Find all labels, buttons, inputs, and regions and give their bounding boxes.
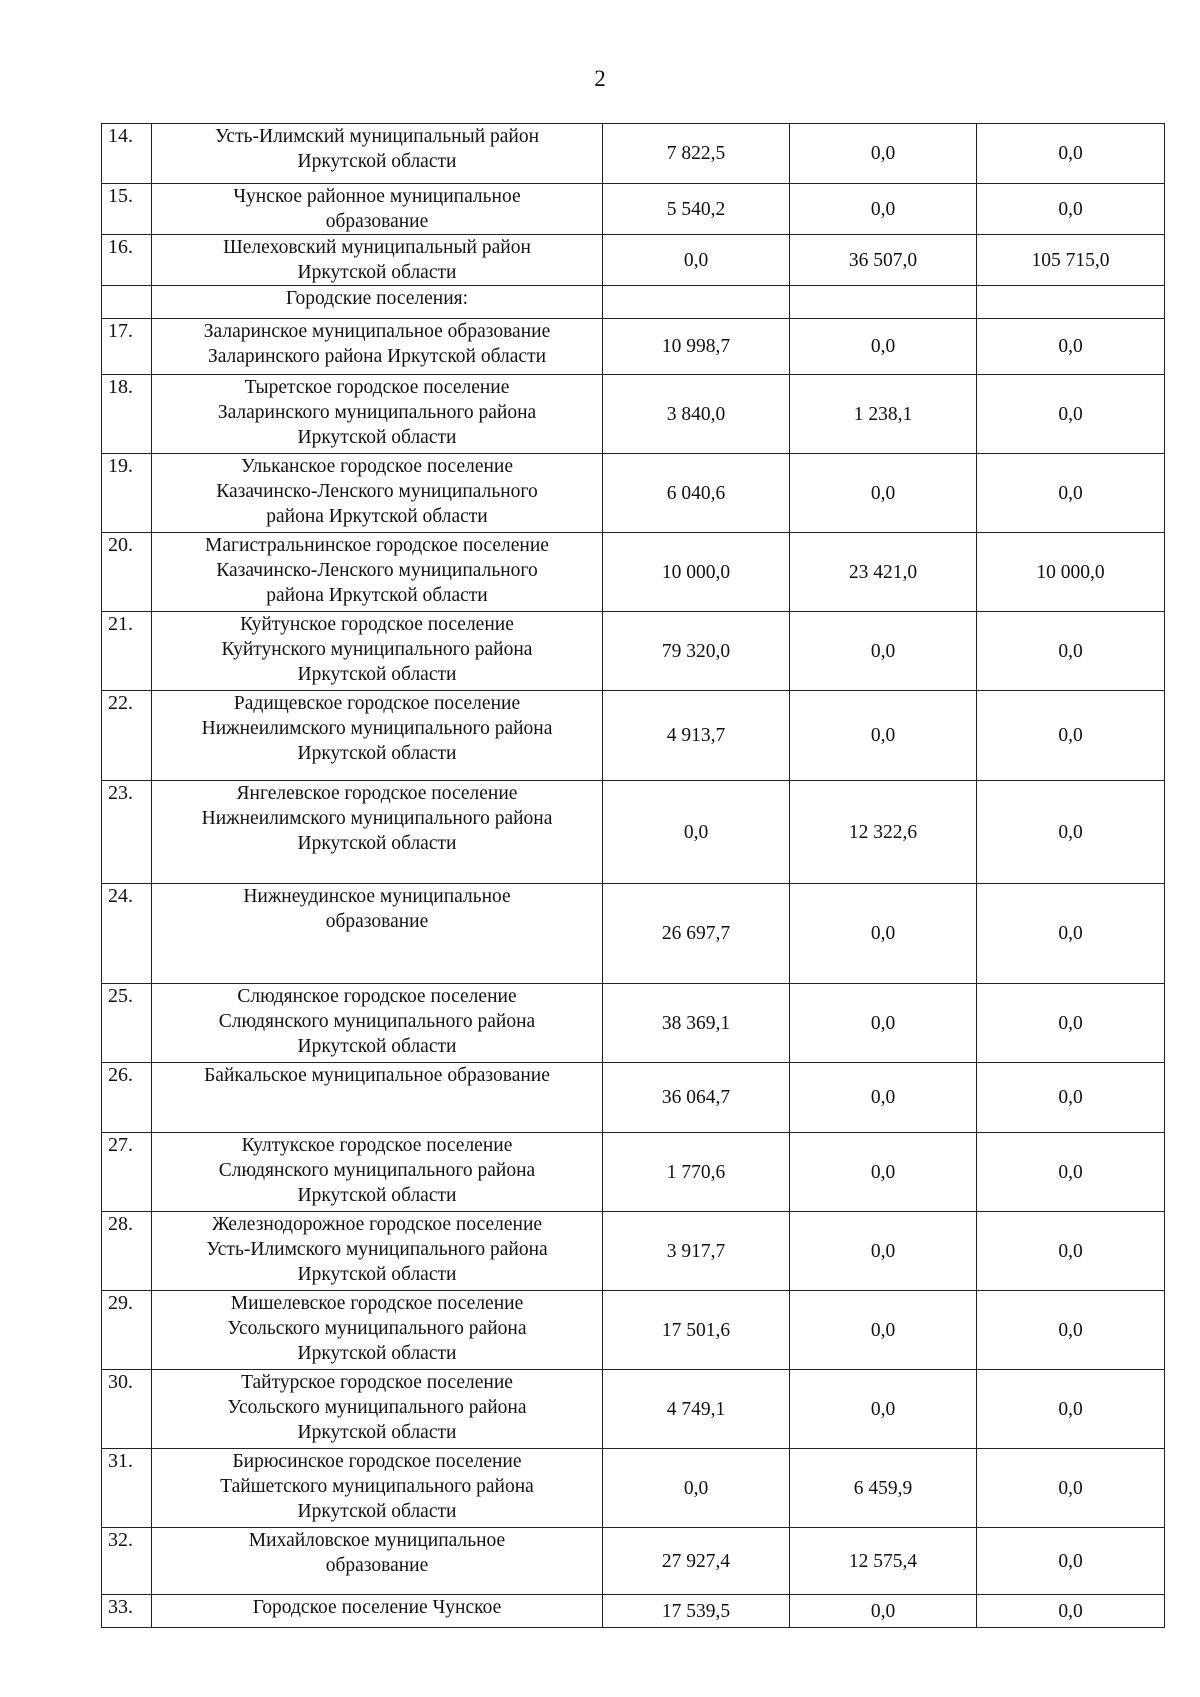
amount-year-1: 10 000,0 (603, 533, 790, 612)
municipality-name-line: Михайловское муниципальное (248, 1530, 506, 1551)
table-row (102, 612, 1165, 691)
municipality-name-line: Магистральнинское городское поселение (205, 535, 549, 556)
amount-year-3: 0,0 (977, 1370, 1165, 1449)
table-row (102, 1370, 1165, 1449)
municipality-name-line: Усть-Илимский муниципальный район (214, 126, 540, 147)
amount-year-2: 0,0 (790, 1370, 977, 1449)
municipality-name-line: Куйтунское городское поселение (240, 614, 514, 635)
municipality-name (152, 1595, 603, 1628)
municipality-name-line: Железнодорожное городское поселение (211, 1214, 543, 1235)
municipality-name-line: Городское поселение Чунское (252, 1597, 502, 1618)
row-number: 24. (102, 884, 152, 984)
amount-year-2: 12 322,6 (790, 781, 977, 884)
municipality-name (152, 781, 603, 884)
amount-year-1: 4 749,1 (603, 1370, 790, 1449)
municipality-name-line: Куйтунского муниципального района (221, 639, 533, 660)
municipality-name-line: Бирюсинское городское поселение (232, 1451, 522, 1472)
table-row (102, 235, 1165, 286)
table-row (102, 691, 1165, 781)
table-row (102, 319, 1165, 375)
amount-year-3: 0,0 (977, 1063, 1165, 1133)
municipality-name (152, 235, 603, 286)
table-row (102, 375, 1165, 454)
amount-year-2: 12 575,4 (790, 1528, 977, 1595)
amount-year-3: 0,0 (977, 884, 1165, 984)
amount-year-1: 1 770,6 (603, 1133, 790, 1212)
row-number: 27. (102, 1133, 152, 1212)
amount-year-2: 1 238,1 (790, 375, 977, 454)
amount-year-1: 26 697,7 (603, 884, 790, 984)
table-row (102, 1212, 1165, 1291)
amount-year-3: 0,0 (977, 375, 1165, 454)
amount-year-3: 0,0 (977, 124, 1165, 184)
municipality-name-line: Казачинско-Ленского муниципального (216, 481, 538, 502)
municipality-name-line: Заларинское муниципальное образование (203, 321, 551, 342)
municipality-name-line: района Иркутской области (266, 506, 488, 527)
budget-table-body (102, 124, 1165, 1628)
municipality-name-line: образование (325, 1555, 429, 1576)
row-number: 23. (102, 781, 152, 884)
municipality-name (152, 1449, 603, 1528)
amount-year-1: 27 927,4 (603, 1528, 790, 1595)
table-row (102, 984, 1165, 1063)
amount-year-2: 23 421,0 (790, 533, 977, 612)
amount-year-1: 5 540,2 (603, 184, 790, 235)
municipality-name (152, 984, 603, 1063)
table-row (102, 184, 1165, 235)
amount-year-1: 4 913,7 (603, 691, 790, 781)
municipality-name (152, 533, 603, 612)
amount-year-3: 0,0 (977, 319, 1165, 375)
page-number: 2 (594, 66, 606, 91)
amount-year-1: 17 501,6 (603, 1291, 790, 1370)
municipality-name-line: Иркутской области (297, 1343, 457, 1364)
amount-year-1: 0,0 (603, 781, 790, 884)
municipality-name-line: Байкальское муниципальное образование (204, 1065, 550, 1086)
municipality-name-line: района Иркутской области (266, 585, 488, 606)
amount-year-3: 0,0 (977, 1133, 1165, 1212)
table-row (102, 781, 1165, 884)
municipality-name-line: Заларинского района Иркутской области (207, 346, 547, 367)
municipality-name (152, 1063, 603, 1133)
amount-year-3: 10 000,0 (977, 533, 1165, 612)
municipality-name (152, 375, 603, 454)
row-number (102, 286, 152, 319)
amount-year-2: 0,0 (790, 884, 977, 984)
table-row (102, 1063, 1165, 1133)
municipality-name-line: Тайшетского муниципального района (220, 1476, 534, 1497)
municipality-name-line: Тыретское городское поселение (244, 377, 510, 398)
amount-year-3: 0,0 (977, 184, 1165, 235)
municipality-name (152, 286, 603, 319)
amount-year-2: 0,0 (790, 319, 977, 375)
municipality-name-line: Иркутской области (297, 833, 457, 854)
amount-year-1: 7 822,5 (603, 124, 790, 184)
municipality-name (152, 1370, 603, 1449)
amount-year-3: 105 715,0 (977, 235, 1165, 286)
row-number: 31. (102, 1449, 152, 1528)
amount-year-1: 79 320,0 (603, 612, 790, 691)
amount-year-1: 38 369,1 (603, 984, 790, 1063)
row-number: 15. (102, 184, 152, 235)
municipality-name-line: Ульканское городское поселение (240, 456, 514, 477)
amount-year-1: 0,0 (603, 1449, 790, 1528)
municipality-name (152, 184, 603, 235)
municipality-name (152, 1133, 603, 1212)
amount-year-3: 0,0 (977, 1595, 1165, 1628)
municipality-name-line: Иркутской области (297, 664, 457, 685)
amount-year-1: 0,0 (603, 235, 790, 286)
municipality-name-line: Култукское городское поселение (241, 1135, 513, 1156)
row-number: 29. (102, 1291, 152, 1370)
municipality-name-line: Городские поселения: (285, 288, 469, 309)
amount-year-3: 0,0 (977, 612, 1165, 691)
municipality-name-line: Нижнеудинское муниципальное (243, 886, 511, 907)
municipality-name-line: Заларинского муниципального района (217, 402, 537, 423)
amount-year-2: 0,0 (790, 454, 977, 533)
table-row (102, 884, 1165, 984)
amount-year-2: 0,0 (790, 1291, 977, 1370)
municipality-name-line: Янгелевское городское поселение (236, 783, 518, 804)
municipality-name-line: Нижнеилимского муниципального района (201, 808, 553, 829)
municipality-name-line: Чунское районное муниципальное (233, 186, 521, 207)
table-row (102, 533, 1165, 612)
row-number: 30. (102, 1370, 152, 1449)
row-number: 14. (102, 124, 152, 184)
amount-year-1: 36 064,7 (603, 1063, 790, 1133)
municipality-name-line: Иркутской области (297, 262, 457, 283)
municipality-name-line: Усольского муниципального района (227, 1397, 527, 1418)
municipality-name-line: Тайтурское городское поселение (241, 1372, 513, 1393)
table-row (102, 286, 1165, 319)
row-number: 21. (102, 612, 152, 691)
amount-year-1: 6 040,6 (603, 454, 790, 533)
amount-year-2: 0,0 (790, 612, 977, 691)
amount-year-2: 6 459,9 (790, 1449, 977, 1528)
amount-year-3 (977, 286, 1165, 319)
municipality-name-line: Иркутской области (297, 151, 457, 172)
row-number: 22. (102, 691, 152, 781)
row-number: 20. (102, 533, 152, 612)
amount-year-2: 36 507,0 (790, 235, 977, 286)
amount-year-1: 3 840,0 (603, 375, 790, 454)
municipality-name-line: Слюдянского муниципального района (218, 1011, 536, 1032)
amount-year-2: 0,0 (790, 1595, 977, 1628)
row-number: 18. (102, 375, 152, 454)
municipality-name (152, 612, 603, 691)
municipality-name-line: Мишелевское городское поселение (230, 1293, 524, 1314)
row-number: 28. (102, 1212, 152, 1291)
row-number: 26. (102, 1063, 152, 1133)
municipality-name-line: Усть-Илимского муниципального района (206, 1239, 548, 1260)
amount-year-3: 0,0 (977, 1212, 1165, 1291)
table-row (102, 454, 1165, 533)
municipality-name (152, 319, 603, 375)
municipality-name-line: Шелеховский муниципальный район (223, 237, 531, 258)
municipality-name-line: Радищевское городское поселение (233, 693, 521, 714)
amount-year-2: 0,0 (790, 984, 977, 1063)
row-number: 16. (102, 235, 152, 286)
amount-year-3: 0,0 (977, 1449, 1165, 1528)
amount-year-3: 0,0 (977, 781, 1165, 884)
amount-year-2: 0,0 (790, 1063, 977, 1133)
municipality-name-line: образование (325, 911, 429, 932)
municipality-name-line: Иркутской области (297, 1422, 457, 1443)
table-row (102, 124, 1165, 184)
amount-year-1: 17 539,5 (603, 1595, 790, 1628)
municipality-name-line: Иркутской области (297, 427, 457, 448)
municipality-name-line: Иркутской области (297, 1185, 457, 1206)
row-number: 25. (102, 984, 152, 1063)
amount-year-2: 0,0 (790, 691, 977, 781)
table-row (102, 1595, 1165, 1628)
table-row (102, 1449, 1165, 1528)
municipality-name-line: Нижнеилимского муниципального района (201, 718, 553, 739)
amount-year-3: 0,0 (977, 1528, 1165, 1595)
municipality-name-line: образование (325, 211, 429, 232)
amount-year-1 (603, 286, 790, 319)
amount-year-1: 10 998,7 (603, 319, 790, 375)
municipality-name-line: Усольского муниципального района (227, 1318, 527, 1339)
municipality-name-line: Иркутской области (297, 743, 457, 764)
municipality-name-line: Иркутской области (297, 1036, 457, 1057)
table-row (102, 1133, 1165, 1212)
amount-year-2: 0,0 (790, 1212, 977, 1291)
row-number: 17. (102, 319, 152, 375)
amount-year-2: 0,0 (790, 1133, 977, 1212)
row-number: 33. (102, 1595, 152, 1628)
municipality-name (152, 1212, 603, 1291)
amount-year-2 (790, 286, 977, 319)
amount-year-3: 0,0 (977, 691, 1165, 781)
amount-year-2: 0,0 (790, 124, 977, 184)
municipality-name-line: Казачинско-Ленского муниципального (216, 560, 538, 581)
table-row (102, 1528, 1165, 1595)
municipality-name-line: Слюдянского муниципального района (218, 1160, 536, 1181)
amount-year-1: 3 917,7 (603, 1212, 790, 1291)
amount-year-3: 0,0 (977, 454, 1165, 533)
amount-year-3: 0,0 (977, 984, 1165, 1063)
municipality-name-line: Иркутской области (297, 1264, 457, 1285)
budget-table (101, 123, 1165, 1628)
amount-year-3: 0,0 (977, 1291, 1165, 1370)
amount-year-2: 0,0 (790, 184, 977, 235)
municipality-name (152, 884, 603, 984)
municipality-name (152, 1528, 603, 1595)
municipality-name (152, 124, 603, 184)
municipality-name (152, 691, 603, 781)
municipality-name-line: Слюдянское городское поселение (237, 986, 517, 1007)
municipality-name-line: Иркутской области (297, 1501, 457, 1522)
table-row (102, 1291, 1165, 1370)
municipality-name (152, 454, 603, 533)
row-number: 19. (102, 454, 152, 533)
row-number: 32. (102, 1528, 152, 1595)
municipality-name (152, 1291, 603, 1370)
